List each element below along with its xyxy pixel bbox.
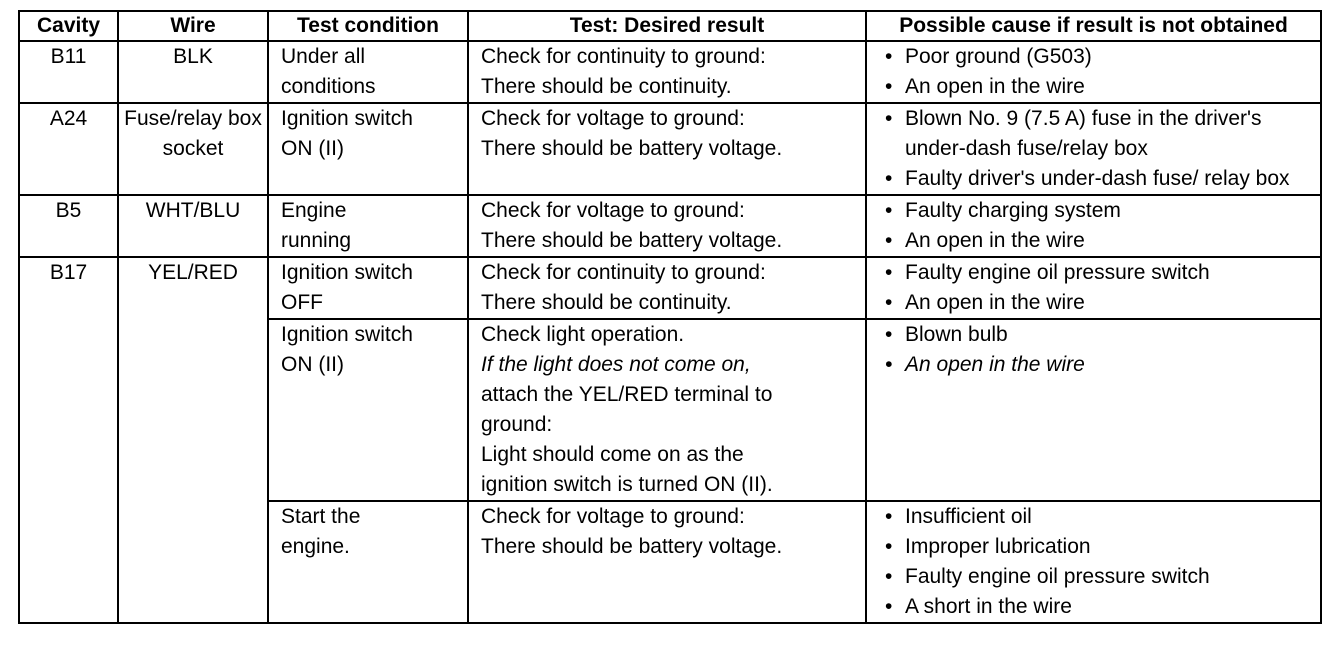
cause-item: • Faulty engine oil pressure switch	[879, 562, 1320, 592]
header-possible-cause: Possible cause if result is not obtained	[866, 11, 1321, 41]
header-row	[19, 11, 1321, 41]
cavity-cell: B17	[19, 257, 118, 623]
result-line: Check for voltage to ground:	[481, 199, 745, 222]
cavity-cell: B5	[19, 195, 118, 257]
header-desired-result: Test: Desired result	[468, 11, 866, 41]
result-line: ground:	[481, 413, 553, 436]
result-line: There should be battery voltage.	[481, 229, 783, 252]
result-line: Check for continuity to ground:	[481, 45, 766, 68]
possible-cause-cell	[866, 257, 1321, 319]
condition-line: ON (II)	[281, 353, 344, 376]
result-line: There should be continuity.	[481, 291, 732, 314]
condition-line: Ignition switch	[281, 323, 413, 346]
test-condition-cell	[268, 195, 468, 257]
test-condition-cell	[268, 501, 468, 623]
condition-line: running	[281, 229, 352, 252]
possible-cause-cell	[866, 501, 1321, 623]
desired-result-cell	[468, 103, 866, 195]
wire-cell: BLK	[118, 41, 268, 103]
test-condition-cell	[268, 41, 468, 103]
cavity-cell: B11	[19, 41, 118, 103]
cause-item: • Improper lubrication	[879, 532, 1320, 562]
condition-line: engine.	[281, 535, 350, 558]
possible-cause-cell	[866, 41, 1321, 103]
desired-result-cell	[468, 319, 866, 501]
cause-item-italic: • An open in the wire	[879, 350, 1320, 380]
result-line: There should be continuity.	[481, 75, 732, 98]
cause-item: • Insufficient oil	[879, 502, 1320, 532]
cause-item: • Faulty charging system	[879, 196, 1320, 226]
cause-item: • Blown No. 9 (7.5 A) fuse in the driver's under-dash fuse/relay box	[879, 104, 1320, 164]
result-line: Check for voltage to ground:	[481, 505, 745, 528]
possible-cause-cell	[866, 319, 1321, 501]
troubleshooting-table-container	[18, 10, 1322, 624]
result-line: There should be battery voltage.	[481, 137, 783, 160]
result-line: Light should come on as the	[481, 443, 744, 466]
cause-item: • An open in the wire	[879, 72, 1320, 102]
cavity-cell: A24	[19, 103, 118, 195]
header-cavity: Cavity	[19, 11, 118, 41]
table-row	[19, 257, 1321, 319]
cause-item: • Poor ground (G503)	[879, 42, 1320, 72]
cause-item: • An open in the wire	[879, 226, 1320, 256]
result-line: Check for continuity to ground:	[481, 261, 766, 284]
condition-line: Ignition switch	[281, 261, 413, 284]
test-condition-cell	[268, 319, 468, 501]
header-wire: Wire	[118, 11, 268, 41]
wire-cell: Fuse/relay box socket	[118, 103, 268, 195]
result-line: Check for voltage to ground:	[481, 107, 745, 130]
condition-line: Ignition switch	[281, 107, 413, 130]
test-condition-cell	[268, 103, 468, 195]
table-row	[19, 195, 1321, 257]
cause-item: • Blown bulb	[879, 320, 1320, 350]
cause-item: • An open in the wire	[879, 288, 1320, 318]
cause-item: • A short in the wire	[879, 592, 1320, 622]
header-test-condition: Test condition	[268, 11, 468, 41]
condition-line: Under all	[281, 45, 366, 68]
table-row	[19, 103, 1321, 195]
condition-line: ON (II)	[281, 137, 344, 160]
condition-line: OFF	[281, 291, 323, 314]
condition-line: Start the	[281, 505, 361, 528]
desired-result-cell	[468, 195, 866, 257]
result-line: There should be battery voltage.	[481, 535, 783, 558]
possible-cause-cell	[866, 195, 1321, 257]
condition-line: Engine	[281, 199, 347, 222]
result-line: Check light operation.	[481, 323, 685, 346]
wire-cell: YEL/RED	[118, 257, 268, 623]
test-condition-cell	[268, 257, 468, 319]
condition-line: conditions	[281, 75, 376, 98]
table-row	[19, 41, 1321, 103]
desired-result-cell	[468, 41, 866, 103]
cause-item: • Faulty engine oil pressure switch	[879, 258, 1320, 288]
wire-cell: WHT/BLU	[118, 195, 268, 257]
cause-item: • Faulty driver's under-dash fuse/ relay box	[879, 164, 1320, 194]
possible-cause-cell	[866, 103, 1321, 195]
desired-result-cell	[468, 257, 866, 319]
result-line-italic: If the light does not come on,	[481, 353, 751, 376]
troubleshooting-table	[18, 10, 1322, 624]
result-line: ignition switch is turned ON (II).	[481, 473, 773, 496]
result-line: attach the YEL/RED terminal to	[481, 383, 773, 406]
desired-result-cell	[468, 501, 866, 623]
